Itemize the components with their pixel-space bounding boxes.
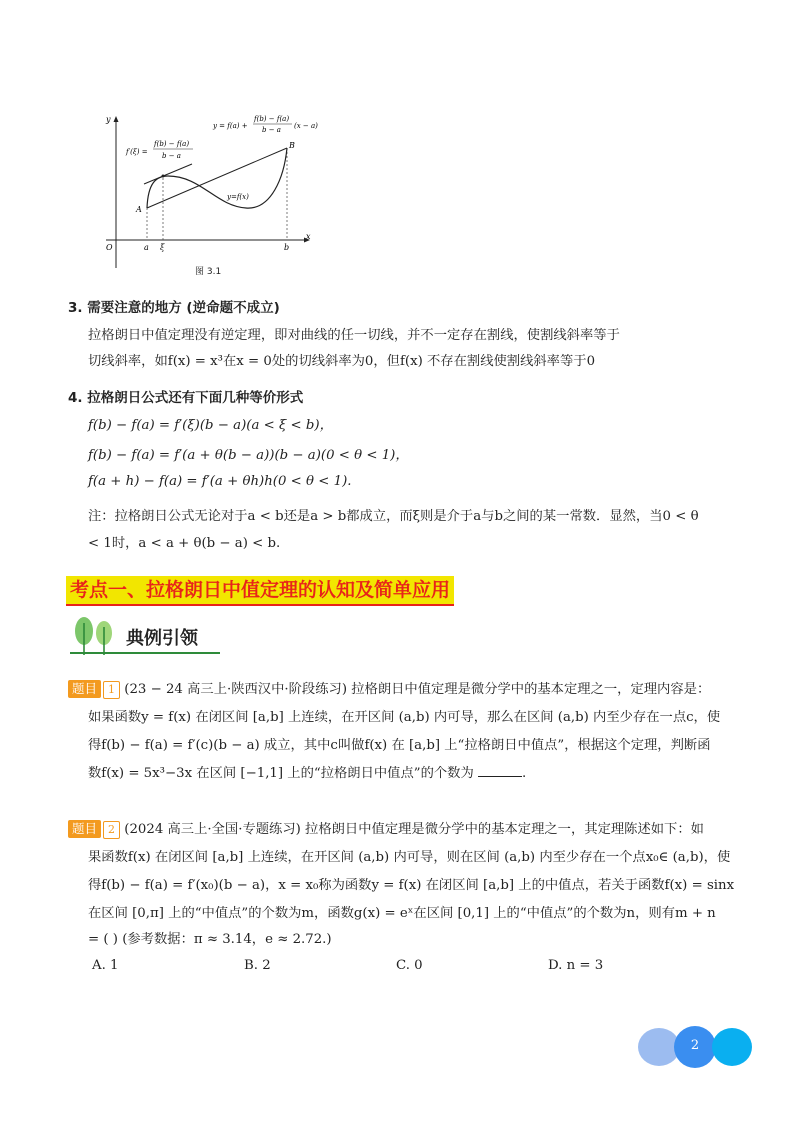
deriv-num: f(b) − f(a) xyxy=(154,140,190,148)
origin-label: O xyxy=(106,243,113,252)
q1-text4-end: . xyxy=(522,766,527,781)
formula-2: f(b) − f(a) = f′(a + θ(b − a))(b − a)(0 < θ < 1)， xyxy=(88,448,409,463)
q2-number: 2 xyxy=(103,821,120,839)
q1-answer-blank[interactable] xyxy=(478,764,522,777)
q2-tag: 题目 xyxy=(68,820,101,838)
section3-line1: 拉格朗日中值定理没有逆定理，即对曲线的任一切线，并不一定存在割线，使割线斜率等于 xyxy=(88,328,620,343)
q2-option-a[interactable]: A. 1 xyxy=(92,958,119,973)
secant-eq-left: y = f(a) + xyxy=(213,122,248,130)
q2-option-b[interactable]: B. 2 xyxy=(244,958,271,973)
q1-number: 1 xyxy=(103,681,120,699)
lead-underline xyxy=(70,652,220,654)
section3-heading: 3. 需要注意的地方 (逆命题不成立) xyxy=(68,300,280,316)
tick-xi-label: ξ xyxy=(160,243,165,252)
tangent-point xyxy=(162,175,165,178)
q1-text4: 数f(x) = 5x³−3x 在区间 [−1,1] 上的“拉格朗日中值点”的个数为 xyxy=(88,766,474,781)
secant-eq-right: (x − a) xyxy=(294,122,318,130)
q2-line2: 果函数f(x) 在闭区间 [a,b] 上连续，在开区间 (a,b) 内可导，则在区间 (a,b) 内至少存在一个点x₀∈ (a,b)，使 xyxy=(88,850,731,865)
lead-heading: 典例引领 xyxy=(126,628,198,649)
deriv-left: f′(ξ) = xyxy=(126,148,148,156)
q1-tag: 题目 xyxy=(68,680,101,698)
tick-a-label: a xyxy=(144,243,149,252)
q1-text1: (23 − 24 高三上·陕西汉中·阶段练习) 拉格朗日中值定理是微分学中的基本定理之一，定理内容是： xyxy=(124,682,711,697)
section3-line2: 切线斜率，如f(x) = x³在x = 0处的切线斜率为0，但f(x) 不存在割线使割线斜率等于0 xyxy=(88,354,596,369)
x-axis-label: x xyxy=(306,232,311,241)
tick-b-label: b xyxy=(284,243,290,252)
q1-line1 xyxy=(68,678,710,699)
lagrange-figure xyxy=(96,108,336,283)
q2-line3: 得f(b) − f(a) = f′(x₀)(b − a)，x = x₀称为函数y = f(x) 在闭区间 [a,b] 上的中值点，若关于函数f(x) = sinx xyxy=(88,878,735,893)
y-axis-label: y xyxy=(106,115,111,124)
q2-option-d[interactable]: D. n = 3 xyxy=(548,958,604,973)
curve-label: y=f(x) xyxy=(227,193,249,201)
q2-option-c[interactable]: C. 0 xyxy=(396,958,423,973)
deriv-den: b − a xyxy=(162,152,181,160)
secant-eq-num: f(b) − f(a) xyxy=(254,115,290,123)
q1-line3: 得f(b) − f(a) = f′(c)(b − a) 成立，其中c叫做f(x) 在 [a,b] 上“拉格朗日中值点”，根据这个定理，判断函 xyxy=(88,738,711,753)
q2-line5: = ( ) (参考数据：π ≈ 3.14，e ≈ 2.72.) xyxy=(88,932,332,947)
page-number: 2 xyxy=(690,1038,700,1053)
leaves-icon xyxy=(70,615,122,657)
formula-1: f(b) − f(a) = f′(ξ)(b − a)(a < ξ < b)， xyxy=(88,418,333,433)
point-A-label: A xyxy=(136,205,142,214)
tangent-line xyxy=(144,164,192,184)
q2-line1 xyxy=(68,818,704,839)
y-axis-arrow xyxy=(114,116,119,122)
note-line2: < 1时，a < a + θ(b − a) < b. xyxy=(88,536,281,551)
secant-eq-den: b − a xyxy=(262,126,281,134)
formula-3: f(a + h) − f(a) = f′(a + θh)h(0 < θ < 1). xyxy=(88,474,352,489)
section4-heading: 4. 拉格朗日公式还有下面几种等价形式 xyxy=(68,390,304,406)
note-line1: 注：拉格朗日公式无论对于a < b还是a > b都成立，而ξ则是介于a与b之间的某一常数．显然，当0 < θ xyxy=(88,509,699,524)
page-circle-right xyxy=(712,1028,752,1066)
q1-line4 xyxy=(88,762,526,781)
point-B-label: B xyxy=(289,141,295,150)
topic-title: 考点一、拉格朗日中值定理的认知及简单应用 xyxy=(66,576,454,606)
q2-line4: 在区间 [0,π] 上的“中值点”的个数为m，函数g(x) = eˣ在区间 [0,1] 上的“中值点”的个数为n，则有m + n xyxy=(88,906,716,921)
q1-line2: 如果函数y = f(x) 在闭区间 [a,b] 上连续，在开区间 (a,b) 内可导，那么在区间 (a,b) 内至少存在一点c，使 xyxy=(88,710,721,725)
figure-caption: 图 3.1 xyxy=(195,267,222,277)
q2-text1: (2024 高三上·全国·专题练习) 拉格朗日中值定理是微分学中的基本定理之一，其定理陈述如下：如 xyxy=(124,822,704,837)
